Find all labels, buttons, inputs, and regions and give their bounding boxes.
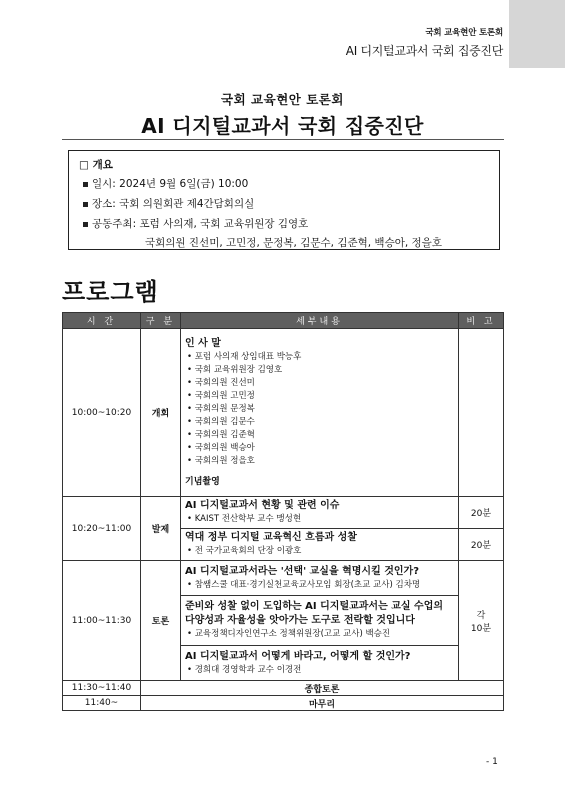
session1-detail: [181, 329, 459, 497]
header-time: 시 간: [63, 313, 141, 329]
talk-topic: 준비와 성찰 없이 도입하는 AI 디지털교과서는 교실 수업의: [185, 601, 444, 612]
talk-speaker: • KAIST 전산학부 교수 맹성현: [187, 514, 302, 524]
talk-topic: AI 디지털교과서 어떻게 바라고, 어떻게 할 것인가?: [185, 650, 411, 662]
table-row: [63, 561, 504, 596]
talk-speaker: • 교육정책디자인연구소 정책위원장(고교 교사) 백승진: [187, 629, 391, 639]
speaker-line: • 국회의원 김준혁: [187, 429, 255, 440]
header-tab-decoration: [509, 0, 565, 68]
session3-category: 토론: [141, 561, 181, 681]
document-title: AI 디지털교과서 국회 집중진단: [141, 114, 424, 138]
talk-cell: [181, 596, 459, 646]
header-detail: 세부내용: [181, 313, 459, 329]
talk-topic-continued: 다양성과 자율성을 앗아가는 도구로 전락할 것입니다: [185, 615, 415, 626]
session2-category: 발제: [141, 497, 181, 561]
session5-time: 11:40~: [63, 696, 141, 711]
session3-remark: [459, 561, 504, 681]
header-remark: 비 고: [459, 313, 504, 329]
talk-speaker: • 경희대 경영학과 교수 이경전: [187, 664, 302, 675]
talk-speaker: • 전 국가교육회의 단장 이광호: [187, 546, 302, 556]
page-number: - 1: [486, 757, 498, 767]
speaker-line: • 포럼 사의재 상임대표 박능후: [187, 351, 302, 362]
speaker-line: • 국회의원 문정복: [187, 403, 255, 414]
overview-hosts: [79, 217, 489, 232]
talk-topic: 역대 정부 디지털 교육혁신 흐름과 성찰: [185, 532, 357, 543]
session1-category: 개회: [141, 329, 181, 497]
session1-remark: [459, 329, 504, 497]
speaker-line: • 국회 교육위원장 김영호: [187, 364, 283, 375]
program-heading: 프로그램: [62, 278, 159, 306]
session2-time: 10:20~11:00: [63, 497, 141, 561]
table-header-row: [63, 313, 504, 329]
square-bullet-icon: [83, 202, 88, 207]
overview-heading: □ 개요: [79, 159, 113, 171]
table-row: [63, 497, 504, 529]
session4-time: 11:30~11:40: [63, 681, 141, 696]
table-row: [63, 681, 504, 696]
table-row: [63, 696, 504, 711]
overview-hosts-text: 공동주최: 포럼 사의재, 국회 교육위원장 김영호: [92, 218, 309, 230]
photo-session: 기념촬영: [185, 476, 220, 487]
talk-topic: AI 디지털교과서라는 '선택' 교실을 혁명시킬 것인가?: [185, 565, 419, 577]
speaker-line: • 국회의원 정을호: [187, 455, 255, 466]
overview-place: [79, 197, 489, 212]
speaker-line: • 국회의원 김문수: [187, 416, 255, 427]
document-subtitle: 국회 교육현안 토론회: [221, 92, 344, 107]
session3-time: 11:00~11:30: [63, 561, 141, 681]
overview-place-text: 장소: 국회 의원회관 제4간담회의실: [92, 198, 255, 210]
session1-time: 10:00~10:20: [63, 329, 141, 497]
talk-duration: 20분: [459, 529, 504, 561]
overview-hosts-continued: 국회의원 진선미, 고민정, 문정복, 김문수, 김준혁, 백승아, 정을호: [145, 237, 442, 249]
header-category: 구 분: [141, 313, 181, 329]
talk-topic: AI 디지털교과서 현황 및 관련 이슈: [185, 500, 340, 511]
remark-duration: 10분: [470, 623, 492, 634]
talk-cell: [181, 497, 459, 529]
overview-date: [79, 177, 489, 192]
table-row: [63, 329, 504, 497]
square-bullet-icon: [83, 222, 88, 227]
talk-cell: [181, 646, 459, 681]
running-header-title: AI 디지털교과서 국회 집중진단: [345, 44, 503, 58]
speaker-line: • 국회의원 고민정: [187, 390, 255, 401]
title-divider: [62, 139, 504, 140]
session5-label: 마무리: [141, 696, 504, 711]
session1-topic: 인 사 말: [185, 337, 221, 349]
remark-each: 각: [476, 610, 486, 621]
overview-date-text: 일시: 2024년 9월 6일(금) 10:00: [92, 178, 249, 190]
square-bullet-icon: [83, 182, 88, 187]
speaker-line: • 국회의원 백승아: [187, 442, 255, 453]
program-table: [62, 312, 504, 711]
talk-duration: 20분: [459, 497, 504, 529]
overview-box: [68, 150, 500, 250]
talk-cell: [181, 561, 459, 596]
speaker-line: • 국회의원 진선미: [187, 377, 255, 388]
talk-cell: [181, 529, 459, 561]
running-header-event: 국회 교육현안 토론회: [425, 28, 503, 38]
talk-speaker: • 참쌤스쿨 대표·경기실천교육교사모임 회장(초교 교사) 김차명: [187, 579, 421, 590]
session4-label: 종합토론: [141, 681, 504, 696]
